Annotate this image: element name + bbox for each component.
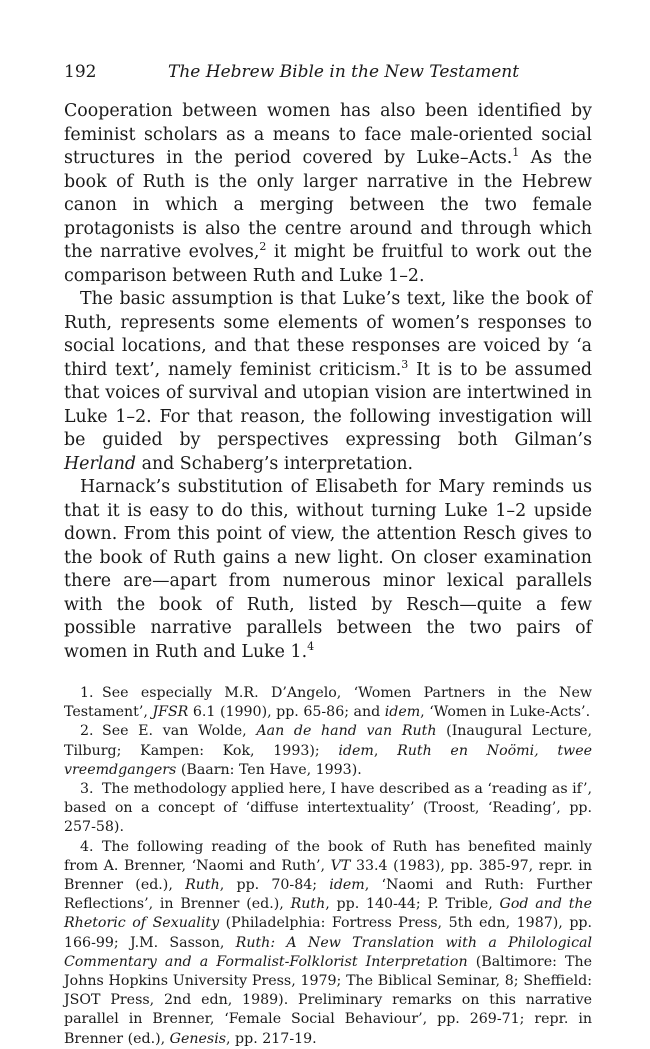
footnotes <box>64 684 592 1049</box>
paragraph-2: The basic assumption is that Luke’s text, like the book of Ruth, represents some elements of women’s responses to social locations, and that these responses are voiced by ‘a third text’, namely feminist criticism.$^3$ It is to be assumed that voices of survival and utopian vision are intertwined in Luke 1–2. For that reason, the following investigation will be guided by perspectives expressing both Gilman’s Herland and Schaberg’s interpretation. <box>64 289 593 474</box>
footnote-ref-1: 1 <box>512 146 520 160</box>
running-title: The Hebrew Bible in the New Testament <box>168 62 520 82</box>
paragraph-3: Harnack’s substitution of Elisabeth for Mary reminds us that it is easy to do this, without turning Luke 1–2 upside down. From this point of view, the attention Resch gives to the book of Ruth gains a new light. On closer examination there are—apart from numerous minor lexical parallels with the book of Ruth, listed by Resch—quite a few possible narrative parallels between the two pairs of women in Ruth and Luke 1.$^4$ <box>64 477 592 662</box>
page-number: 192 <box>64 62 97 82</box>
main-text <box>64 100 592 664</box>
paragraph-1: Cooperation between women has also been identified by feminist scholars as a means to face male-oriented social structures in the period covered by Luke–Acts.$^1$ As the book of Ruth is the only larger narrative in the Hebrew canon in which a merging between the two female protagonists is also the centre around and through which the narrative evolves,$^2$ it might be fruitful to work out the comparison between Ruth and Luke 1–2. <box>64 101 593 286</box>
footnote-ref-3: 3 <box>401 357 409 371</box>
footnote-ref-2: 2 <box>259 240 267 254</box>
footnote-2: 2. See E. van Wolde, Aan de hand van Ruth (Inaugural Lecture, Tilburg; Kampen: Kok, 1993); idem, Ruth en Noömi, twee vreemdgangers (Baarn: Ten Have, 1993). <box>64 723 592 778</box>
running-head <box>64 62 592 82</box>
footnote-3: 3. The methodology applied here, I have described as a ‘reading as if’, based on a concept of ‘diffuse intertextuality’ (Troost, ‘Reading’, pp. 257-58). <box>64 781 593 836</box>
footnote-4: 4. The following reading of the book of Ruth has benefited mainly from A. Brenner, ‘Naomi and Ruth’, VT 33.4 (1983), pp. 385-97, repr. in Brenner (ed.), Ruth, pp. 70-84; idem, ‘Naomi and Ruth: Further Reflections’, in Brenner (ed.), Ruth, pp. 140-44; P. Trible, God and the Rhetoric of Sexuality (Philadelphia: Fortress Press, 5th edn, 1987), pp. 166-99; J.M. Sasson, Ruth: A New Translation with a Philological Commentary and a Formalist-Folklorist Interpretation (Baltimore: The Johns Hopkins University Press, 1979; The Biblical Seminar, 8; Sheffield: JSOT Press, 2nd edn, 1989). Preliminary remarks on this narrative parallel in Brenner, ‘Female Social Behaviour’, pp. 269-71; repr. in Brenner (ed.), Genesis, pp. 217-19. <box>64 838 593 1047</box>
footnote-1: 1. See especially M.R. D’Angelo, ‘Women Partners in the New Testament’, JFSR 6.1 (1990), pp. 65-86; and idem, ‘Women in Luke-Acts’. <box>64 685 592 721</box>
footnote-ref-4: 4 <box>307 639 315 653</box>
